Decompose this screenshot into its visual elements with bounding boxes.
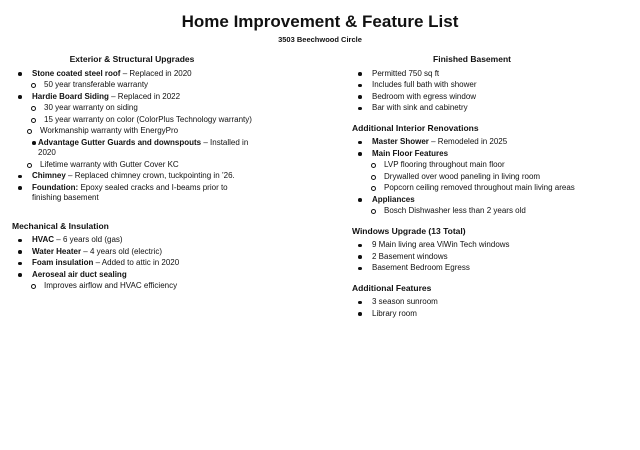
list-item: 2 Basement windows (352, 252, 592, 263)
sub-list-item: Bosch Dishwasher less than 2 years old (352, 206, 592, 217)
basement-heading: Finished Basement (433, 54, 511, 64)
item-text: Epoxy sealed cracks and I-beams prior to finishing basement (32, 182, 228, 202)
list-item (12, 247, 252, 258)
left-column (12, 50, 252, 293)
mechanical-list (12, 235, 252, 292)
additional-heading: Additional Features (352, 282, 432, 293)
list-item: Library room (352, 309, 592, 320)
list-item (352, 149, 592, 160)
item-text: – Remodeled in 2025 (428, 137, 508, 146)
windows-list (352, 240, 592, 274)
right-column (352, 50, 592, 320)
sub-list-item: Improves airflow and HVAC efficiency (12, 281, 252, 292)
list-item (12, 270, 252, 281)
item-text: – 6 years old (gas) (54, 235, 123, 244)
interior-list (352, 137, 592, 217)
item-name: Foundation: (32, 182, 79, 192)
list-item (12, 92, 252, 103)
item-name: HVAC (32, 235, 55, 244)
exterior-list (12, 69, 252, 204)
list-item: Bar with sink and cabinetry (352, 103, 592, 114)
list-item (12, 138, 252, 159)
property-address: 3503 Beechwood Circle (278, 35, 362, 44)
sub-list-item: LVP flooring throughout main floor (352, 160, 592, 171)
item-text: – Installed in 2020 (38, 137, 249, 157)
sub-list-item: Lifetime warranty with Gutter Cover KC (12, 160, 252, 171)
list-item: Permitted 750 sq ft (352, 69, 592, 80)
item-text: – Added to attic in 2020 (93, 258, 180, 267)
item-name: Appliances (372, 194, 415, 204)
list-item (12, 258, 252, 269)
sub-list-item: 50 year transferable warranty (12, 80, 252, 91)
sub-list-item: 30 year warranty on siding (12, 103, 252, 114)
sub-list-item: Workmanship warranty with EnergyPro (12, 126, 252, 137)
list-item (12, 171, 252, 182)
page-title: Home Improvement & Feature List (181, 12, 459, 31)
item-name: Foam insulation (32, 258, 94, 267)
list-item (12, 69, 252, 80)
sub-list-item: Drywalled over wood paneling in living room (352, 172, 592, 183)
item-text: – 4 years old (electric) (81, 246, 162, 256)
item-name: Advantage Gutter Guards and downspouts (38, 137, 202, 147)
item-name: Master Shower (372, 137, 429, 146)
exterior-heading: Exterior & Structural Upgrades (69, 54, 195, 64)
item-name: Stone coated steel roof (32, 68, 121, 78)
list-item: Bedroom with egress window (352, 92, 592, 103)
item-text: – Replaced chimney crown, tuckpointing in ’26. (65, 171, 235, 180)
mechanical-heading: Mechanical & Insulation (12, 220, 109, 231)
additional-list (352, 297, 592, 319)
list-item (352, 195, 592, 206)
item-name: Main Floor Features (372, 148, 449, 158)
list-item: Basement Bedroom Egress (352, 263, 592, 274)
interior-heading: Additional Interior Renovations (352, 122, 479, 133)
list-item: 9 Main living area ViWin Tech windows (352, 240, 592, 251)
item-text: – Replaced in 2020 (120, 68, 192, 78)
list-item (352, 137, 592, 148)
windows-heading: Windows Upgrade (13 Total) (352, 225, 466, 236)
sub-list-item: Popcorn ceiling removed throughout main living areas (352, 183, 592, 194)
item-text: – Replaced in 2022 (108, 91, 181, 101)
item-name: Hardie Board Siding (32, 91, 109, 101)
item-name: Aeroseal air duct sealing (32, 269, 127, 279)
list-item: Includes full bath with shower (352, 80, 592, 91)
list-item: 3 season sunroom (352, 297, 592, 308)
list-item (12, 183, 252, 204)
item-name: Chimney (32, 171, 66, 180)
item-name: Water Heater (32, 246, 82, 256)
list-item (12, 235, 252, 246)
sub-list-item: 15 year warranty on color (ColorPlus Technology warranty) (12, 115, 252, 126)
basement-list (352, 69, 592, 114)
